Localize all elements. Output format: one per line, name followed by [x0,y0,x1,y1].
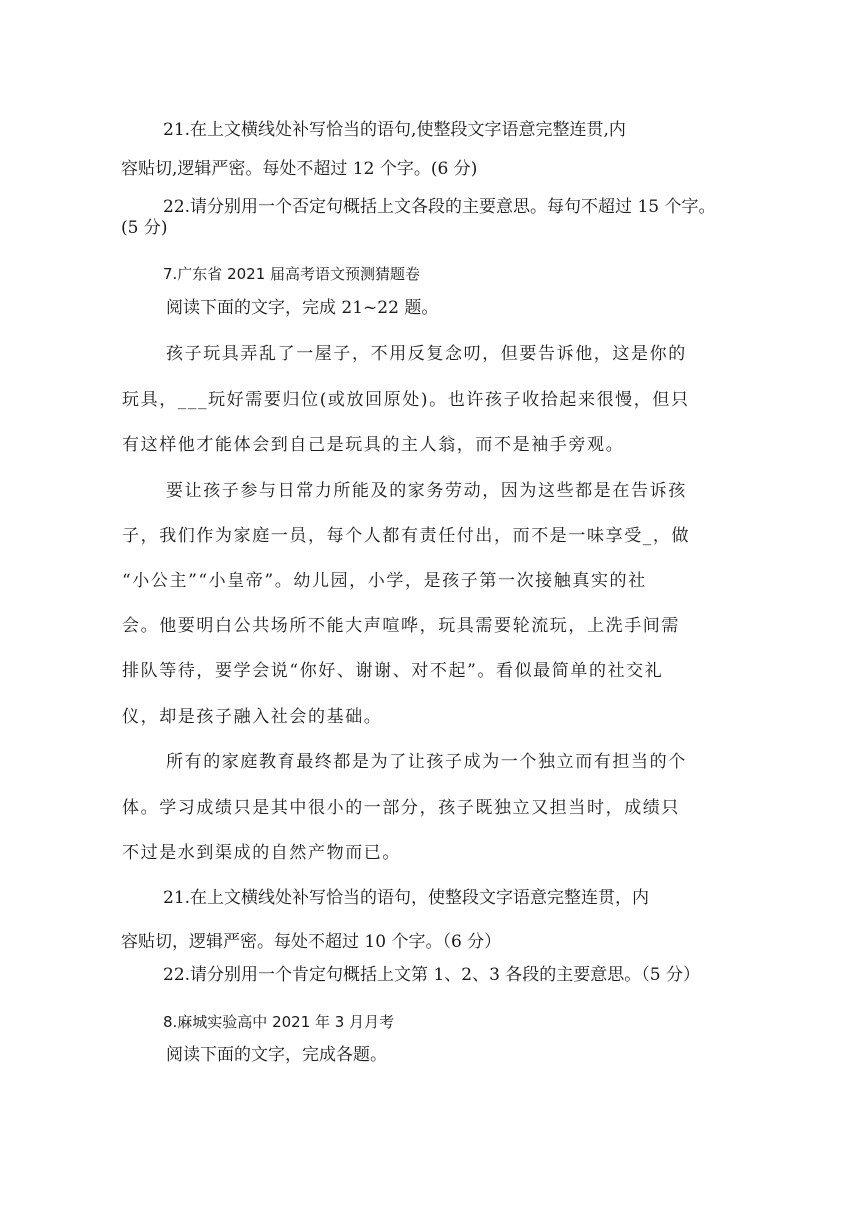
passage-para-3-line-2: 体。学习成绩只是其中很小的一部分，孩子既独立又担当时，成绩只 [122,798,680,818]
section-8-heading: 8.麻城实验高中 2021 年 3 月月考 [163,1013,395,1031]
section-7-heading: 7.广东省 2021 届高考语文预测猜题卷 [163,265,421,283]
passage-para-1-line-3: 有这样他才能体会到自己是玩具的主人翁，而不是袖手旁观。 [122,435,625,455]
section-7-instruction: 阅读下面的文字，完成 21~22 题。 [166,298,439,318]
section-8-instruction: 阅读下面的文字，完成各题。 [166,1045,387,1065]
question-22-line-1: 22.请分别用一个否定句概括上文各段的主要意思。每句不超过 15 个字。 [163,197,716,217]
question-22-line-2: (5 分) [121,218,168,238]
question-22b-line-1: 22.请分别用一个肯定句概括上文第 1、2、3 各段的主要意思。（5 分） [163,965,701,985]
passage-para-1-line-1: 孩子玩具弄乱了一屋子，不用反复念叨，但要告诉他，这是你的 [166,344,687,364]
passage-para-3-line-3: 不过是水到渠成的自然产物而已。 [122,843,401,863]
passage-para-2-line-4: 会。他要明白公共场所不能大声喧哗，玩具需要轮流玩，上洗手间需 [122,616,680,636]
question-21b-line-2: 容贴切，逻辑严密。每处不超过 10 个字。（6 分） [121,932,502,952]
passage-para-1-line-2: 玩具，___玩好需要归位(或放回原处)。也许孩子收拾起来很慢，但只 [122,390,690,410]
question-21b-line-1: 21.在上文横线处补写恰当的语句，使整段文字语意完整连贯，内 [163,888,650,908]
question-21-line-1: 21.在上文横线处补写恰当的语句,使整段文字语意完整连贯,内 [163,120,626,140]
passage-para-2-line-3: “小公主”“小皇帝”。幼儿园，小学，是孩子第一次接触真实的社 [122,571,647,591]
passage-para-2-line-5: 排队等待，要学会说“你好、谢谢、对不起”。看似最简单的社交礼 [122,661,664,681]
question-21-line-2: 容贴切,逻辑严密。每处不超过 12 个字。(6 分) [121,159,478,179]
passage-para-3-line-1: 所有的家庭教育最终都是为了让孩子成为一个独立而有担当的个 [166,752,687,772]
passage-para-2-line-2: 子，我们作为家庭一员，每个人都有责任付出，而不是一味享受_，做 [122,526,691,546]
passage-para-2-line-1: 要让孩子参与日常力所能及的家务劳动，因为这些都是在告诉孩 [166,481,687,501]
passage-para-2-line-6: 仪，却是孩子融入社会的基础。 [122,707,383,727]
